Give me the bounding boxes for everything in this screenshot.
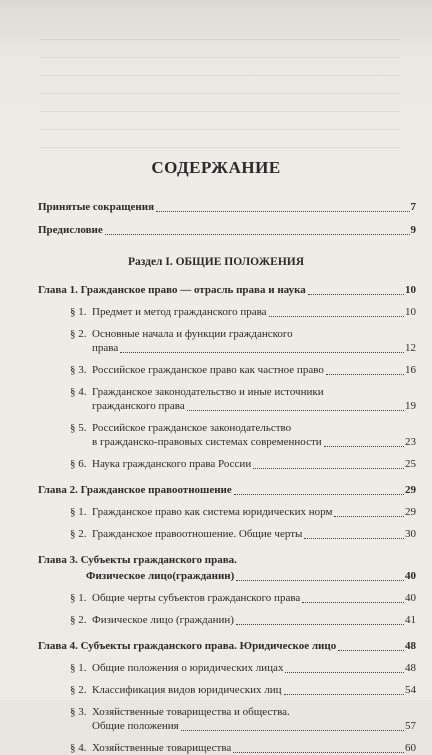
toc-page-number: 40 [405,592,416,604]
leader-dots [236,623,404,625]
paragraph-title-row [92,741,416,755]
paragraph-number: § 4. [70,386,87,398]
toc-page-number: 41 [405,614,416,626]
leader-dots [120,351,404,353]
paragraph-number: § 1. [70,592,87,604]
toc-entry-label: Гражданское право как система юридических норм [92,506,333,518]
paragraph-title-row [92,527,416,541]
leader-dots [304,537,404,539]
paragraph-title-row [92,719,416,733]
paragraph-title-row [92,363,416,377]
paragraph-number: § 1. [70,306,87,318]
paragraph-number: § 2. [70,528,87,540]
paragraph-number: § 2. [70,614,87,626]
paragraph-number: § 1. [70,662,87,674]
toc-entry-label: Общие положения о юридических лицах [92,662,284,674]
paragraph-title-row [92,457,416,471]
toc-page-number: 57 [405,720,416,732]
toc-entry-label: Предисловие [38,224,103,236]
toc-entry-label: Общие положения [92,720,179,732]
toc-entry-label: Общие черты субъектов гражданского права [92,592,301,604]
paragraph-title-line: Основные начала и функции гражданского [92,328,293,340]
paragraph-number: § 6. [70,458,87,470]
paragraph-title-line: Гражданское законодательство и иные источники [92,386,324,398]
toc-page-number: 7 [410,201,416,213]
leader-dots [233,751,404,753]
toc-page-number: 25 [405,458,416,470]
leader-dots [187,409,404,411]
toc-entry-label: Глава 4. Субъекты гражданского права. Юридическое лицо [38,640,337,652]
paragraph-title-row [92,305,416,319]
leader-dots [334,515,404,517]
toc-page-number: 29 [405,506,416,518]
toc-page-number: 48 [405,640,416,652]
paragraph-number: § 2. [70,328,87,340]
chapter-title-row [38,639,416,653]
toc-page-number: 10 [405,284,416,296]
toc-entry-label: Принятые сокращения [38,201,155,213]
paragraph-number: § 5. [70,422,87,434]
leader-dots [324,445,404,447]
show-through-text [40,30,400,150]
paragraph-title-line: Хозяйственные товарищества и общества. [92,706,290,718]
paragraph-number: § 2. [70,684,87,696]
toc-entry-label: Классификация видов юридических лиц [92,684,282,696]
toc-page-number: 54 [405,684,416,696]
leader-dots [253,467,404,469]
leader-dots [338,649,404,651]
toc-page-number: 9 [410,224,416,236]
leader-dots [156,210,409,212]
chapter-title-line: Глава 3. Субъекты гражданского права. [38,554,237,566]
paragraph-title-row [92,505,416,519]
paragraph-title-row [92,661,416,675]
chapter-title-row [38,483,416,497]
toc-entry-label: Глава 2. Гражданское правоотношение [38,484,232,496]
leader-dots [105,233,410,235]
toc-front-entry[interactable] [38,200,416,214]
toc-page-number: 16 [405,364,416,376]
paragraph-number: § 3. [70,364,87,376]
toc-entry-label: Глава 1. Гражданское право — отрасль права и наука [38,284,306,296]
leader-dots [285,671,404,673]
toc-page-number: 10 [405,306,416,318]
toc-entry-label: Гражданское правоотношение. Общие черты [92,528,303,540]
toc-entry-label: Физическое лицо(гражданин) [86,570,235,582]
leader-dots [269,315,404,317]
toc-page-number: 12 [405,342,416,354]
toc-entry-label: Наука гражданского права России [92,458,252,470]
paragraph-title-row [92,341,416,355]
toc-entry-label: Физическое лицо (гражданин) [92,614,234,626]
toc-front-entry[interactable] [38,223,416,237]
page-title: СОДЕРЖАНИЕ [151,158,281,177]
leader-dots [308,293,404,295]
toc-page-number: 29 [405,484,416,496]
paragraph-number: § 1. [70,506,87,518]
toc-entry-label: права [92,342,119,354]
paragraph-number: § 3. [70,706,87,718]
paragraph-number: § 4. [70,742,87,754]
toc-entry-label: Российское гражданское право как частное право [92,364,324,376]
leader-dots [236,579,404,581]
toc-entry-label: Предмет и метод гражданского права [92,306,267,318]
leader-dots [234,493,404,495]
toc-page-number: 48 [405,662,416,674]
toc-page-number: 60 [405,742,416,754]
leader-dots [302,601,404,603]
paragraph-title-row [92,613,416,627]
paragraph-title-line: Российское гражданское законодательство [92,422,292,434]
toc-page-number: 19 [405,400,416,412]
leader-dots [284,693,404,695]
toc-entry-label: в гражданско-правовых системах современности [92,436,322,448]
toc-page-number: 40 [405,570,416,582]
paragraph-title-row [92,399,416,413]
leader-dots [181,729,404,731]
paragraph-title-row [92,435,416,449]
paragraph-title-row [92,683,416,697]
toc-page-number: 23 [405,436,416,448]
leader-dots [326,373,404,375]
paragraph-title-row [92,591,416,605]
toc-page-number: 30 [405,528,416,540]
toc-entry-label: гражданского права [92,400,185,412]
toc-entry-label: Хозяйственные товарищества [92,742,232,754]
chapter-title-row [86,569,416,583]
section-heading: Раздел I. ОБЩИЕ ПОЛОЖЕНИЯ [127,256,305,268]
chapter-title-row [38,283,416,297]
